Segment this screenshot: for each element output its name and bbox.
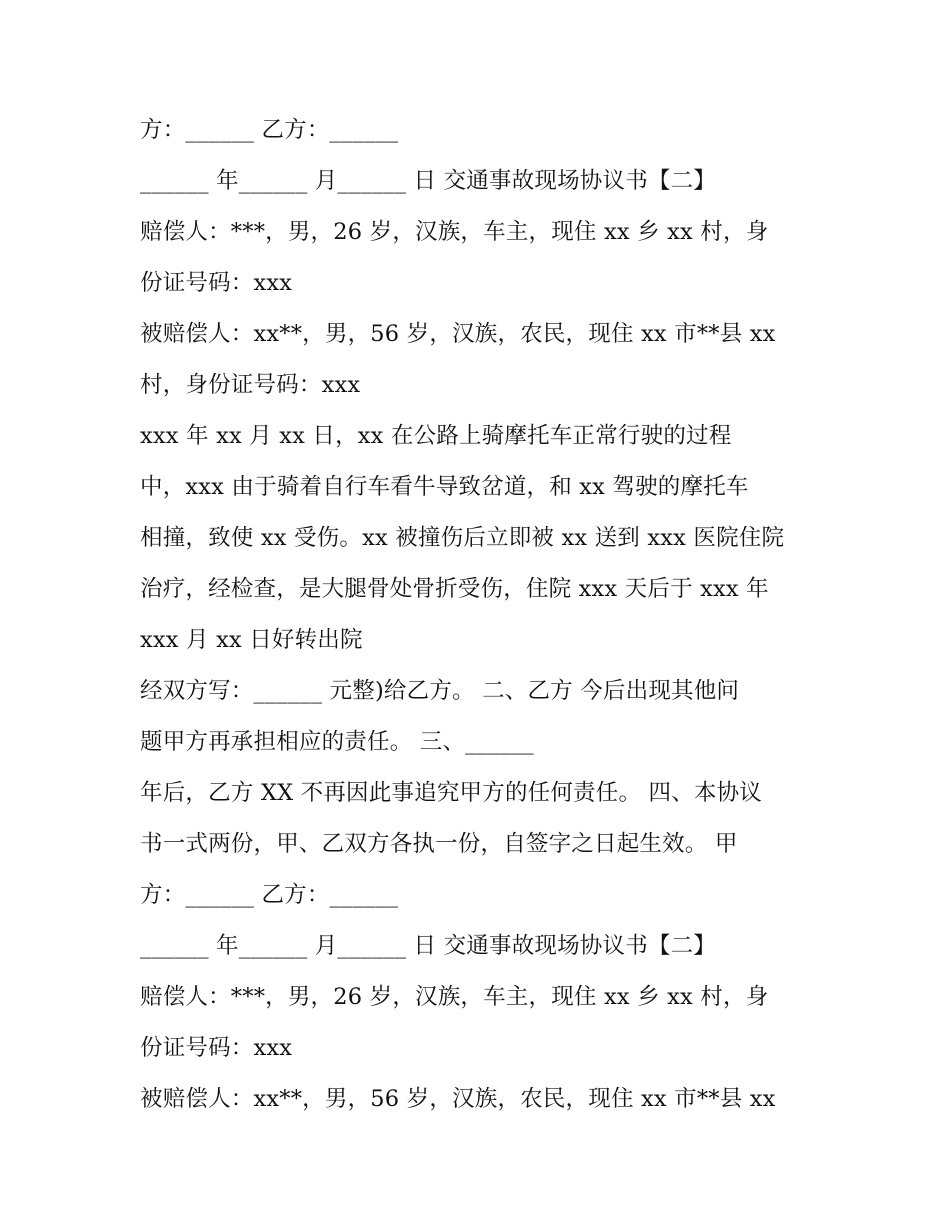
text-line: 被赔偿人：xx**，男，56 岁，汉族，农民，现住 xx 市**县 xx [140, 1086, 776, 1112]
text-line: 书一式两份，甲、乙双方各执一份，自签字之日起生效。 甲 [140, 831, 738, 857]
text-line: ______ 年______ 月______ 日 交通事故现场协议书【二】 [140, 168, 717, 194]
text-line: 题甲方再承担相应的责任。 三、______ [140, 729, 534, 755]
text-line: xxx 月 xx 日好转出院 [140, 627, 363, 653]
text-line: xxx 年 xx 月 xx 日，xx 在公路上骑摩托车正常行驶的过程 [140, 423, 732, 449]
text-line: 份证号码：xxx [140, 1035, 293, 1061]
text-line: 被赔偿人：xx**，男，56 岁，汉族，农民，现住 xx 市**县 xx [140, 321, 776, 347]
text-line: 方：______ 乙方：______ [140, 882, 399, 908]
text-line: 中，xxx 由于骑着自行车看牛导致岔道，和 xx 驾驶的摩托车 [140, 474, 749, 500]
text-line: 年后，乙方 XX 不再因此事追究甲方的任何责任。 四、本协议 [140, 780, 762, 806]
text-line: 赔偿人：***，男，26 岁，汉族，车主，现住 xx 乡 xx 村，身 [140, 219, 769, 245]
text-line: 方：______ 乙方：______ [140, 117, 399, 143]
text-line: 赔偿人：***，男，26 岁，汉族，车主，现住 xx 乡 xx 村，身 [140, 984, 769, 1010]
text-line: 治疗，经检查，是大腿骨处骨折受伤，住院 xxx 天后于 xxx 年 [140, 576, 769, 602]
text-line: 份证号码：xxx [140, 270, 293, 296]
text-line: 相撞，致使 xx 受伤。xx 被撞伤后立即被 xx 送到 xxx 医院住院 [140, 525, 785, 551]
text-line: ______ 年______ 月______ 日 交通事故现场协议书【二】 [140, 933, 717, 959]
text-line: 经双方写：______ 元整)给乙方。 二、乙方 今后出现其他问 [140, 678, 740, 704]
text-line: 村，身份证号码：xxx [140, 372, 361, 398]
